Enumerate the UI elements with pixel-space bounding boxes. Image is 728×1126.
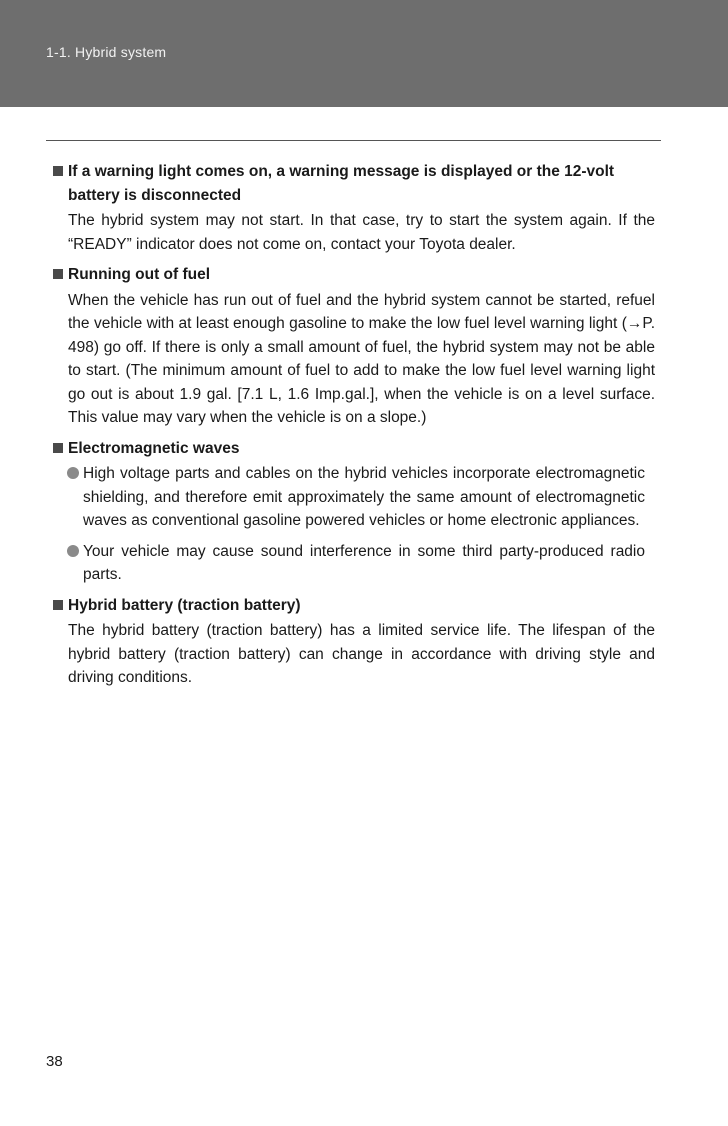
heading-text: Running out of fuel (68, 266, 211, 283)
section-heading-hybrid-battery (50, 594, 655, 618)
list-item (50, 462, 655, 533)
square-bullet-icon (53, 600, 63, 610)
section-heading-out-of-fuel (50, 263, 655, 287)
heading-text: Electromagnetic waves (68, 439, 240, 457)
round-bullet-icon (67, 467, 79, 479)
heading-text: Hybrid battery (traction battery) (68, 596, 301, 614)
section-body-hybrid-battery: The hybrid battery (traction battery) has a limited service life. The lifespan of the hybrid battery (traction battery) can change in accordance with driving style and driving conditions. (68, 622, 655, 686)
square-bullet-icon (53, 166, 63, 176)
section-heading-electromagnetic-waves (50, 437, 655, 461)
page-number: 38 (46, 1053, 63, 1070)
heading-text: If a warning light comes on, a warning message is displayed or the 12-volt battery is disconnected (68, 163, 615, 204)
divider-rule (46, 140, 661, 141)
section-label: 1-1. Hybrid system (46, 44, 167, 60)
list-item-text: High voltage parts and cables on the hybrid vehicles incorporate electromagnetic shielding, and therefore emit approximately the same amount of electromagnetic waves as conventional gasoline powered vehicles or home electronic appliances. (83, 465, 645, 529)
section-body-out-of-fuel: When the vehicle has run out of fuel and the hybrid system cannot be started, refuel the vehicle with at least enough gasoline to make the low fuel level warning light (→P. 498) go off. If there is only a small amount of fuel, the hybrid system may not be able to start. (The minimum amount of fuel to add to make the low fuel level warning light go out is about 1.9 gal. [7.1 L, 1.6 Imp.gal.], when the vehicle is on a level surface. This value may vary when the vehicle is on a slope.) (68, 291, 655, 426)
page-content (50, 160, 655, 697)
square-bullet-icon (53, 269, 63, 279)
list-item (50, 540, 655, 587)
header-band (0, 0, 728, 107)
section-heading-warning-light (50, 160, 655, 207)
section-body-warning-light: The hybrid system may not start. In that case, try to start the system again. If the “READY” indicator does not come on, contact your Toyota dealer. (68, 212, 655, 253)
list-item-text: Your vehicle may cause sound interference in some third party-produced radio parts. (83, 542, 645, 583)
round-bullet-icon (67, 545, 79, 557)
square-bullet-icon (53, 443, 63, 453)
